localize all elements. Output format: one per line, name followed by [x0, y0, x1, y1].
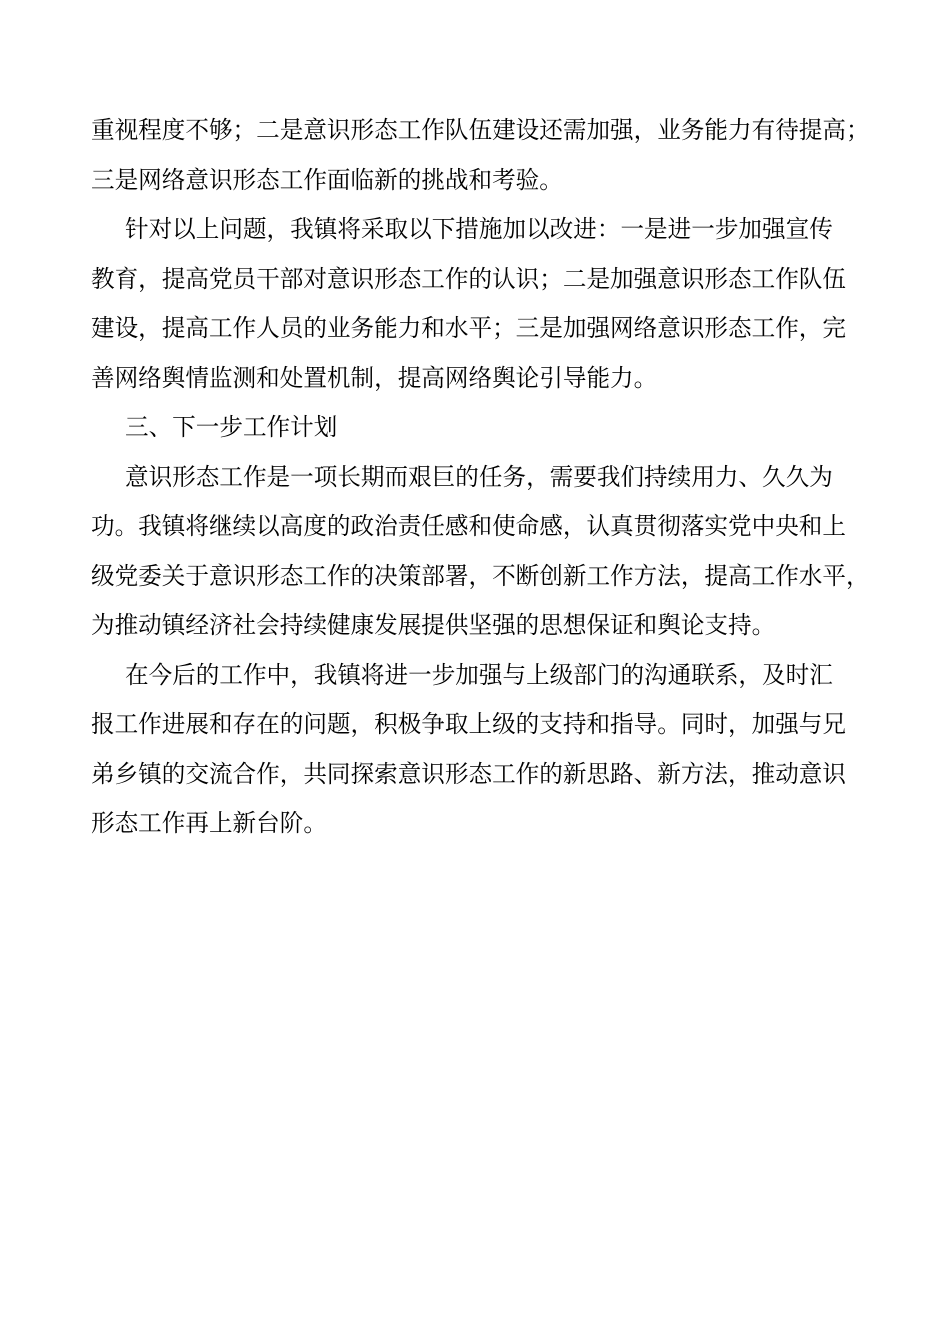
- body-line: 级党委关于意识形态工作的决策部署，不断创新工作方法，提高工作水平，: [91, 562, 870, 590]
- body-line: 形态工作再上新台阶。: [91, 809, 327, 837]
- body-line: 教育，提高党员干部对意识形态工作的认识；二是加强意识形态工作队伍: [91, 265, 846, 293]
- body-line: 报工作进展和存在的问题，积极争取上级的支持和指导。同时，加强与兄: [91, 710, 846, 738]
- body-line: 建设，提高工作人员的业务能力和水平；三是加强网络意识形态工作，完: [91, 314, 846, 342]
- body-line: 针对以上问题，我镇将采取以下措施加以改进：一是进一步加强宣传: [125, 215, 833, 243]
- body-line: 在今后的工作中，我镇将进一步加强与上级部门的沟通联系，及时汇: [125, 661, 833, 689]
- body-line: 弟乡镇的交流合作，共同探索意识形态工作的新思路、新方法，推动意识: [91, 760, 846, 788]
- body-line: 为推动镇经济社会持续健康发展提供坚强的思想保证和舆论支持。: [91, 611, 776, 639]
- body-line: 意识形态工作是一项长期而艰巨的任务，需要我们持续用力、久久为: [125, 463, 833, 491]
- body-line: 功。我镇将继续以高度的政治责任感和使命感，认真贯彻落实党中央和上: [91, 512, 846, 540]
- section-heading: 三、下一步工作计划: [125, 413, 338, 441]
- body-line: 善网络舆情监测和处置机制，提高网络舆论引导能力。: [91, 364, 658, 392]
- body-line: 重视程度不够；二是意识形态工作队伍建设还需加强，业务能力有待提高；: [91, 116, 870, 144]
- body-line: 三是网络意识形态工作面临新的挑战和考验。: [91, 166, 563, 194]
